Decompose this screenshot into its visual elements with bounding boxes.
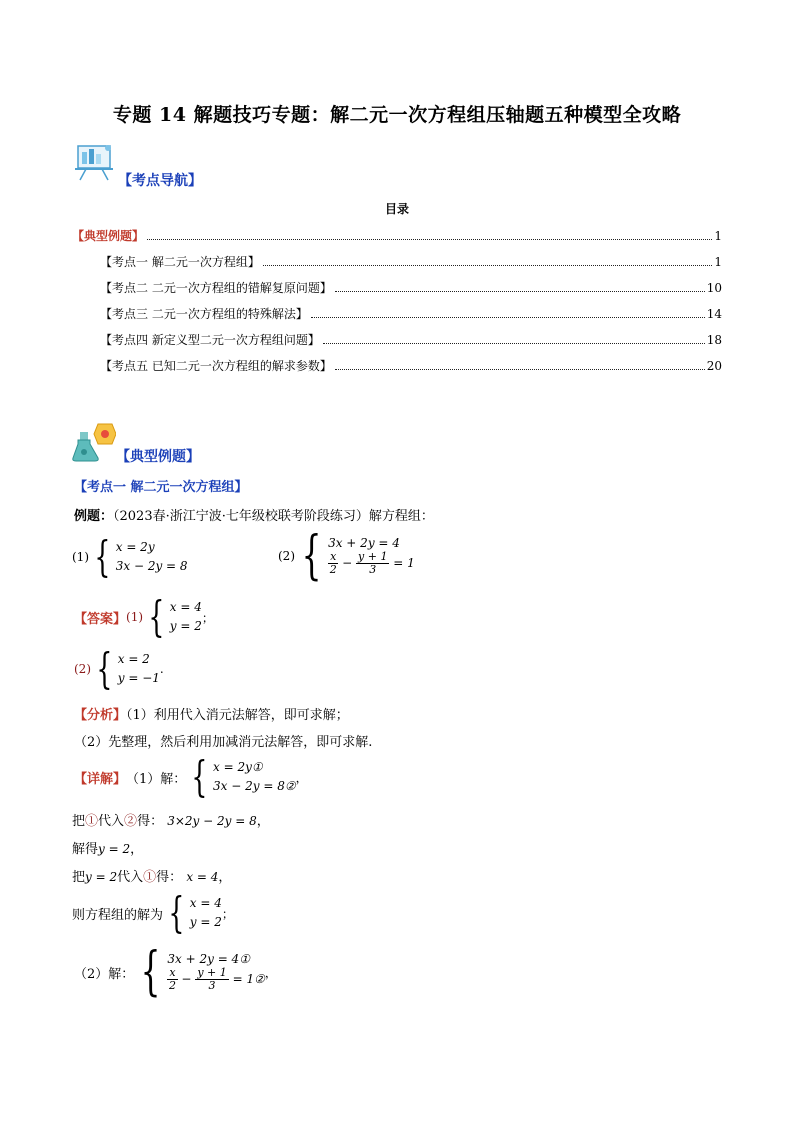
toc-leader: [263, 264, 713, 266]
step-text: 代入: [117, 870, 144, 885]
detail-step-2: [72, 838, 143, 857]
fraction-numerator: x: [169, 966, 176, 980]
problem-1: [72, 532, 188, 581]
toc-item[interactable]: [100, 331, 722, 349]
toc-item-page: 10: [706, 281, 722, 295]
left-brace: {: [301, 526, 322, 586]
step-text: 得：: [137, 814, 164, 829]
fraction-numerator: x: [330, 550, 337, 564]
document-title: 专题 14 解题技巧专题：解二元一次方程组压轴题五种模型全攻略: [112, 104, 682, 126]
equation-line: 3x + 2y = 4: [328, 535, 400, 550]
analysis-line-1: [74, 704, 349, 723]
fraction-equation: [328, 551, 415, 576]
example-intro: [74, 505, 434, 524]
answer-2-label: (2): [74, 662, 91, 676]
circled-one: ①: [85, 814, 99, 829]
answer-2: [74, 644, 164, 693]
answer-label: 【答案】: [74, 611, 127, 627]
step-equation: y = 2: [85, 870, 118, 884]
fraction-equation: [167, 967, 264, 992]
toc-item-page: 1: [714, 255, 722, 269]
fraction-numerator: y + 1: [197, 966, 227, 980]
equation-line: x = 4: [169, 600, 202, 615]
problem-2-label: (2): [278, 549, 295, 563]
toc-leader: [335, 368, 705, 370]
punctuation: .: [159, 662, 164, 676]
detail-label: 【详解】: [74, 771, 127, 787]
toc-item-label: 【考点一 解二元一次方程组】: [100, 255, 260, 269]
step-text: 解得: [72, 842, 99, 857]
example-label: 例题：: [74, 509, 114, 524]
punctuation: ，: [264, 965, 277, 980]
toc-leader: [323, 342, 705, 344]
problem-1-label: (1): [72, 550, 89, 564]
toc-item-page: 20: [706, 359, 722, 373]
left-brace: {: [94, 532, 111, 581]
fraction-denominator: 2: [168, 979, 176, 993]
step-text: 则方程组的解为: [72, 907, 164, 923]
detail-prefix: （1）解：: [126, 771, 187, 787]
punctuation: ；: [201, 610, 214, 625]
analysis-label: 【分析】: [74, 708, 127, 723]
presentation-board-icon: [72, 142, 116, 182]
toc-item-page: 1: [714, 229, 722, 243]
toc-leader: [147, 238, 712, 240]
toc-item[interactable]: [100, 305, 722, 323]
table-of-contents: [72, 227, 722, 375]
step-equation: y = 2: [98, 842, 131, 856]
step-equation: 3×2y − 2y = 8: [167, 814, 257, 828]
minus-sign: −: [181, 972, 192, 987]
toc-item-page: 14: [706, 307, 722, 321]
punctuation: ，: [295, 770, 308, 785]
toc-item[interactable]: [100, 357, 722, 375]
left-brace: {: [168, 888, 185, 937]
left-brace: {: [148, 592, 165, 641]
problem-2: [278, 526, 415, 586]
toc-title: 目录: [384, 202, 409, 216]
left-brace: {: [140, 942, 161, 1002]
fraction-denominator: 2: [329, 563, 337, 577]
fraction-denominator: 3: [369, 563, 377, 577]
equation-line: x = 4: [189, 896, 222, 911]
equation-rhs: = 1②: [232, 972, 265, 987]
detail-step-1: [72, 810, 270, 829]
detail-prefix: （2）解：: [74, 966, 135, 982]
toc-item-label: 【考点四 新定义型二元一次方程组问题】: [100, 333, 320, 347]
section-heading: 【典型例题】: [116, 449, 200, 465]
toc-item[interactable]: [100, 253, 722, 271]
toc-item-label: 【考点二 二元一次方程组的错解复原问题】: [100, 281, 332, 295]
toc-item-page: 18: [706, 333, 722, 347]
equation-rhs: = 1: [393, 556, 415, 571]
example-source: （2023春·浙江宁波·七年级校联考阶段练习）解方程组：: [113, 509, 434, 524]
nav-heading: 【考点导航】: [118, 173, 202, 189]
detail-step-4: [72, 888, 234, 937]
toc-item[interactable]: [72, 227, 722, 245]
step-equation: x = 4: [186, 870, 219, 884]
toc-item-label: 【典型例题】: [72, 229, 145, 243]
fraction-denominator: 3: [208, 979, 216, 993]
analysis-line-2: （2）先整理，然后利用加减消元法解答，即可求解.: [74, 735, 373, 750]
step-text: 得：: [156, 870, 183, 885]
minus-sign: −: [342, 556, 353, 571]
equation-line: 3x − 2y = 8②: [213, 779, 296, 793]
equation-line: 3x + 2y = 4①: [167, 951, 250, 966]
answer-1-label: (1): [126, 610, 144, 624]
point-heading: 【考点一 解二元一次方程组】: [74, 480, 248, 495]
detail-2: [74, 942, 277, 1002]
left-brace: {: [96, 644, 113, 693]
equation-line: x = 2: [117, 652, 150, 667]
left-brace: {: [191, 752, 208, 801]
equation-line: x = 2y①: [213, 760, 263, 775]
detail-step-3: [72, 866, 231, 885]
analysis-text: （1）利用代入消元法解答，即可求解；: [126, 708, 349, 723]
equation-line: y = 2: [189, 915, 222, 929]
equation-line: y = 2: [169, 619, 202, 633]
punctuation: ，: [256, 814, 270, 829]
answer-1: [74, 592, 214, 641]
step-text: 把: [72, 814, 86, 829]
equation-line: x = 2y: [115, 540, 155, 555]
fraction-numerator: y + 1: [358, 550, 388, 564]
flask-icon: [72, 420, 116, 462]
circled-one: ①: [143, 870, 157, 885]
toc-item[interactable]: [100, 279, 722, 297]
toc-leader: [335, 290, 705, 292]
equation-line: 3x − 2y = 8: [115, 559, 188, 573]
step-text: 代入: [98, 814, 125, 829]
toc-leader: [311, 316, 705, 318]
step-text: 把: [72, 870, 86, 885]
punctuation: ，: [218, 870, 232, 885]
circled-two: ②: [124, 814, 138, 829]
toc-item-label: 【考点三 二元一次方程组的特殊解法】: [100, 307, 308, 321]
toc-item-label: 【考点五 已知二元一次方程组的解求参数】: [100, 359, 332, 373]
equation-line: y = −1: [117, 671, 160, 685]
punctuation: ；: [221, 906, 234, 921]
punctuation: ，: [130, 842, 144, 857]
detail-1: [74, 752, 308, 801]
